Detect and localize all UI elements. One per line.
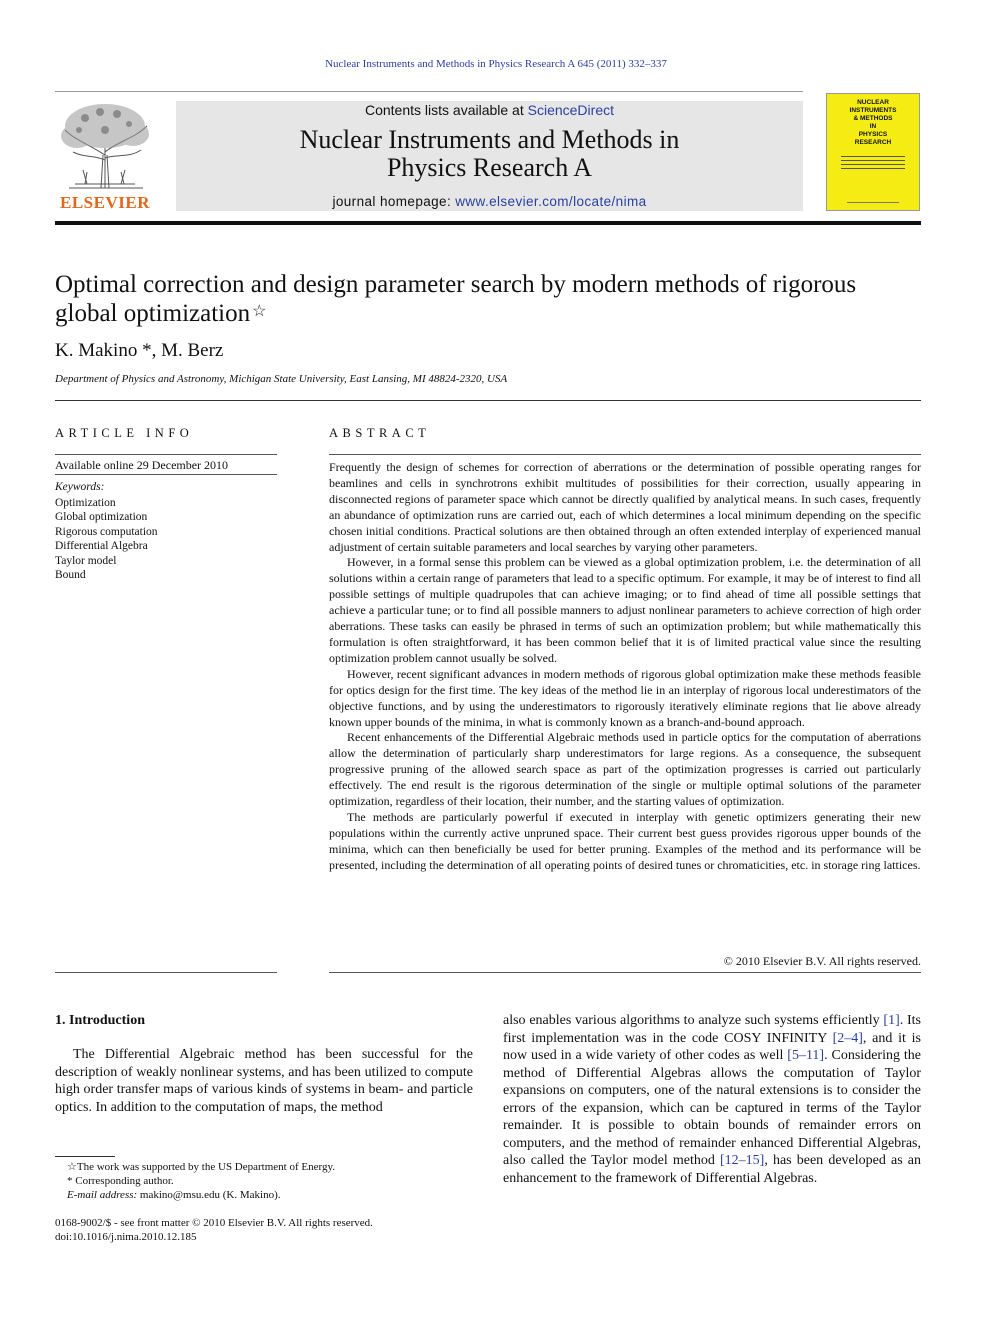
footnote-rule xyxy=(55,1156,115,1157)
keyword: Differential Algebra xyxy=(55,540,148,553)
cover-title-line: INSTRUMENTS xyxy=(849,107,897,114)
cover-title-line: PHYSICS xyxy=(858,131,888,138)
keyword: Taylor model xyxy=(55,554,117,567)
body-text: . Its first implementation was in the code COSY INFINITY xyxy=(503,1013,921,1046)
corresponding-author-footnote: * Corresponding author. xyxy=(67,1175,174,1187)
abstract-paragraph: However, in a formal sense this problem can be viewed as a global optimization problem, i.e. the determination of all solutions within a certain range of parameters that lead to a specific optimum. For example, it may be of interest to find all possible settings of multiple quadrupoles that can achieve imaging; or to find ahead of time all possible settings that achieve a particular tune; or to find all possible manners to adjust nonlinear parameters to achieve correction of high order aberrations. These tasks can easily be phrased in terms of such an optimization problem; but while mathematically this formulation is often straightforward, it has been common belief that it is of limited practical value since the resulting optimization problem cannot usually be solved. xyxy=(329,555,921,665)
abstract-paragraph: Recent enhancements of the Differential Algebraic methods used in particle optics for the computation of aberrations allow the determination of particularly sharp underestimators for large regions. As a consequence, the subsequent progressive pruning of the allowed search space as part of the optimization progresses is carried out particularly effectively. The end result is the rigorous determination of the single or multiple optimal solutions of the parameter optimization, regardless of their location, their number, and the starting values of optimization. xyxy=(329,730,921,809)
cover-title-line: RESEARCH xyxy=(854,139,892,146)
article-info-rule xyxy=(55,972,277,973)
email-footnote xyxy=(55,1188,335,1202)
doi-line[interactable]: doi:10.1016/j.nima.2010.12.185 xyxy=(55,1231,197,1243)
keywords-list xyxy=(55,496,158,582)
sciencedirect-link[interactable]: ScienceDirect xyxy=(527,102,614,118)
keywords-label: Keywords: xyxy=(55,481,105,493)
email-label: E-mail address: xyxy=(67,1189,138,1201)
keyword: Rigorous computation xyxy=(55,525,158,538)
header-thick-rule xyxy=(55,221,921,225)
body-text: , has been developed as an enhancement to the framework of Differential Algebras. xyxy=(503,1153,921,1186)
copyright: © 2010 Elsevier B.V. All rights reserved. xyxy=(723,954,921,968)
header-divider xyxy=(55,91,803,92)
keyword: Optimization xyxy=(55,497,116,509)
section-heading-introduction: 1. Introduction xyxy=(55,1013,145,1028)
footnotes xyxy=(55,1160,335,1202)
cover-title-line: NUCLEAR xyxy=(857,99,889,106)
contents-line xyxy=(176,102,803,118)
title-footnote-marker[interactable]: ☆ xyxy=(252,303,267,320)
cover-title-line: IN xyxy=(869,123,877,130)
cover-title xyxy=(827,99,919,147)
journal-title-line2: Physics Research A xyxy=(386,153,593,182)
journal-homepage xyxy=(176,194,803,209)
contents-prefix: Contents lists available at xyxy=(364,102,528,118)
affiliation: Department of Physics and Astronomy, Michigan State University, East Lansing, MI 48824-2320, USA xyxy=(55,373,508,385)
abstract-rule xyxy=(329,454,921,455)
cover-footer-line xyxy=(847,202,899,203)
journal-cover-thumbnail[interactable] xyxy=(826,93,920,211)
reference-link[interactable]: [5–11] xyxy=(787,1048,825,1063)
abstract-paragraph: However, recent significant advances in modern methods of rigorous global optimization make these methods feasible for optics design for the first time. The key ideas of the method lie in an interplay of rigorous local underestimators of the objective functions, and by using the underestimators to rigorously iteratively eliminate regions that lie above already known upper bounds of the minima, in what is commonly known as a branch-and-bound approach. xyxy=(329,666,921,729)
keyword: Bound xyxy=(55,569,86,582)
legal-info xyxy=(55,1216,373,1244)
reference-link[interactable]: [2–4] xyxy=(832,1030,863,1046)
email-value[interactable]: makino@msu.edu (K. Makino). xyxy=(137,1189,281,1201)
journal-title-line1: Nuclear Instruments and Methods in xyxy=(299,125,680,154)
available-online: Available online 29 December 2010 xyxy=(55,458,229,472)
funding-footnote: ☆The work was supported by the US Department of Energy. xyxy=(67,1161,335,1173)
reference-link[interactable]: [1] xyxy=(883,1013,900,1028)
journal-title xyxy=(176,126,803,182)
article-info-heading: ARTICLE INFO xyxy=(55,426,194,440)
body-text: . Considering the method of Differential Algebras allows the computation of Taylor expansions on computers, one of the natural extensions is to consider the errors of the expansion, which can be captured in terms of the Taylor remainder. It is possible to obtain bounds of remainder errors on computers, and the method of remainder enhanced Differential Algebras, also called the Taylor model method xyxy=(503,1048,922,1168)
paper-title xyxy=(55,270,921,328)
abstract-paragraph: Frequently the design of schemes for correction of aberrations or the determination of possible operating ranges for beamlines and cells in synchrotrons exhibit multitudes of possibilities for their correction, usually appearing in disconnected regions of parameter space which cannot be directly qualified by analytical means. In such cases, frequently an abundance of optimization runs are carried out, each of which determines a local minimum depending on the specific chosen initial conditions. Practical solutions are then obtained through an often extended interplay of experienced manual adjustment of certain suitable parameters and local searches by varying other parameters. xyxy=(329,460,921,554)
abstract-rule xyxy=(329,972,921,973)
abstract-heading: ABSTRACT xyxy=(329,426,431,440)
elsevier-wordmark: ELSEVIER xyxy=(60,193,150,212)
body-text: also enables various algorithms to analyze such systems efficiently xyxy=(503,1013,884,1028)
journal-citation[interactable]: Nuclear Instruments and Methods in Physics Research A 645 (2011) 332–337 xyxy=(325,58,667,70)
introduction-column-2 xyxy=(503,1012,921,1187)
body-text: , and it is now used in a wide variety of other codes as well xyxy=(503,1030,921,1063)
keyword: Global optimization xyxy=(55,511,148,524)
reference-link[interactable]: [12–15] xyxy=(719,1153,765,1168)
abstract-paragraph: The methods are particularly powerful if executed in interplay with genetic optimizers generating their new populations within the currently active unpruned space. Their current best guess provides rigorous upper bounds of the minima, which can then beneficially be used for better pruning. Examples of the method and its performance will be presented, including the determination of all operating points of desired tunes or chromaticities, etc. in storage ring lattices. xyxy=(329,809,921,872)
homepage-link[interactable]: www.elsevier.com/locate/nima xyxy=(455,194,647,209)
authors: K. Makino *, M. Berz xyxy=(55,340,224,361)
homepage-prefix: journal homepage: xyxy=(332,194,456,209)
cover-title-line: & METHODS xyxy=(853,115,893,122)
title-divider xyxy=(55,400,921,401)
article-info-rule xyxy=(55,474,277,475)
abstract-body xyxy=(329,460,921,874)
paper-title-text: Optimal correction and design parameter search by modern methods of rigorous global optimization xyxy=(55,271,857,327)
article-info-rule xyxy=(55,454,277,455)
introduction-column-1: The Differential Algebraic method has been successful for the description of weakly nonlinear systems, and has been utilized to compute high order transfer maps of various kinds of systems in beam- and particle optics. In addition to the computation of maps, the method xyxy=(55,1047,473,1115)
issn-line: 0168-9002/$ - see front matter © 2010 Elsevier B.V. All rights reserved. xyxy=(55,1217,373,1229)
cover-text-lines xyxy=(841,156,905,172)
